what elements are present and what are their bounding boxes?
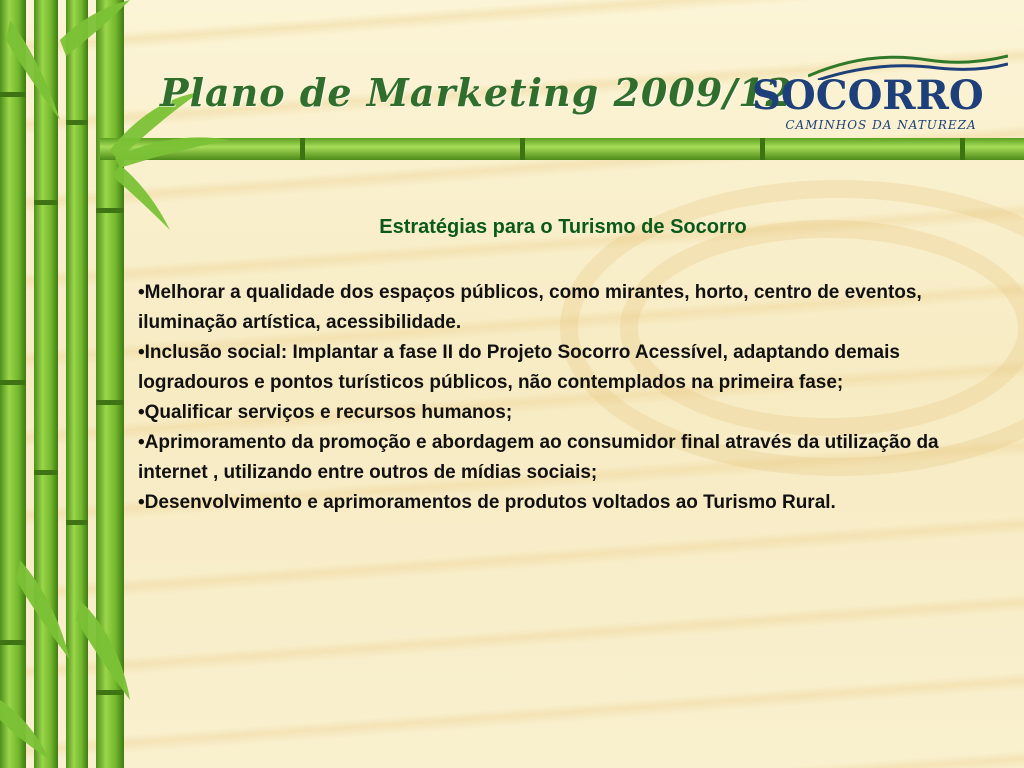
- list-item: [138, 428, 988, 488]
- slide-content: [138, 212, 988, 518]
- bullet-marker: •: [138, 432, 145, 453]
- slide-title: Plano de Marketing 2009/12: [160, 70, 793, 115]
- socorro-logo: [748, 50, 1010, 132]
- bullet-text: Qualificar serviços e recursos humanos;: [144, 402, 513, 423]
- bullet-text: Inclusão social: Implantar a fase II do Projeto Socorro Acessível, adaptando demais logradouros e pontos turísticos públicos, não contemplados na primeira fase;: [138, 342, 900, 393]
- bullet-marker: •: [138, 282, 145, 303]
- list-item: [138, 488, 988, 518]
- list-item: [138, 278, 988, 338]
- bullet-text: Melhorar a qualidade dos espaços públicos, como mirantes, horto, centro de eventos, iluminação artística, acessibilidade.: [138, 282, 922, 333]
- list-item: [138, 338, 988, 398]
- bullet-text: Aprimoramento da promoção e abordagem ao consumidor final através da utilização da internet , utilizando entre outros de mídias sociais;: [138, 432, 939, 483]
- bullet-marker: •: [138, 492, 145, 513]
- bullet-marker: •: [138, 402, 145, 423]
- bullet-text: Desenvolvimento e aprimoramentos de produtos voltados ao Turismo Rural.: [144, 492, 836, 513]
- logo-name: SOCORRO: [752, 72, 984, 119]
- logo-tagline: CAMINHOS DA NATUREZA: [785, 118, 977, 132]
- bullet-marker: •: [138, 342, 145, 363]
- list-item: [138, 398, 988, 428]
- bullet-list: [138, 278, 988, 518]
- section-heading: Estratégias para o Turismo de Socorro: [379, 216, 747, 238]
